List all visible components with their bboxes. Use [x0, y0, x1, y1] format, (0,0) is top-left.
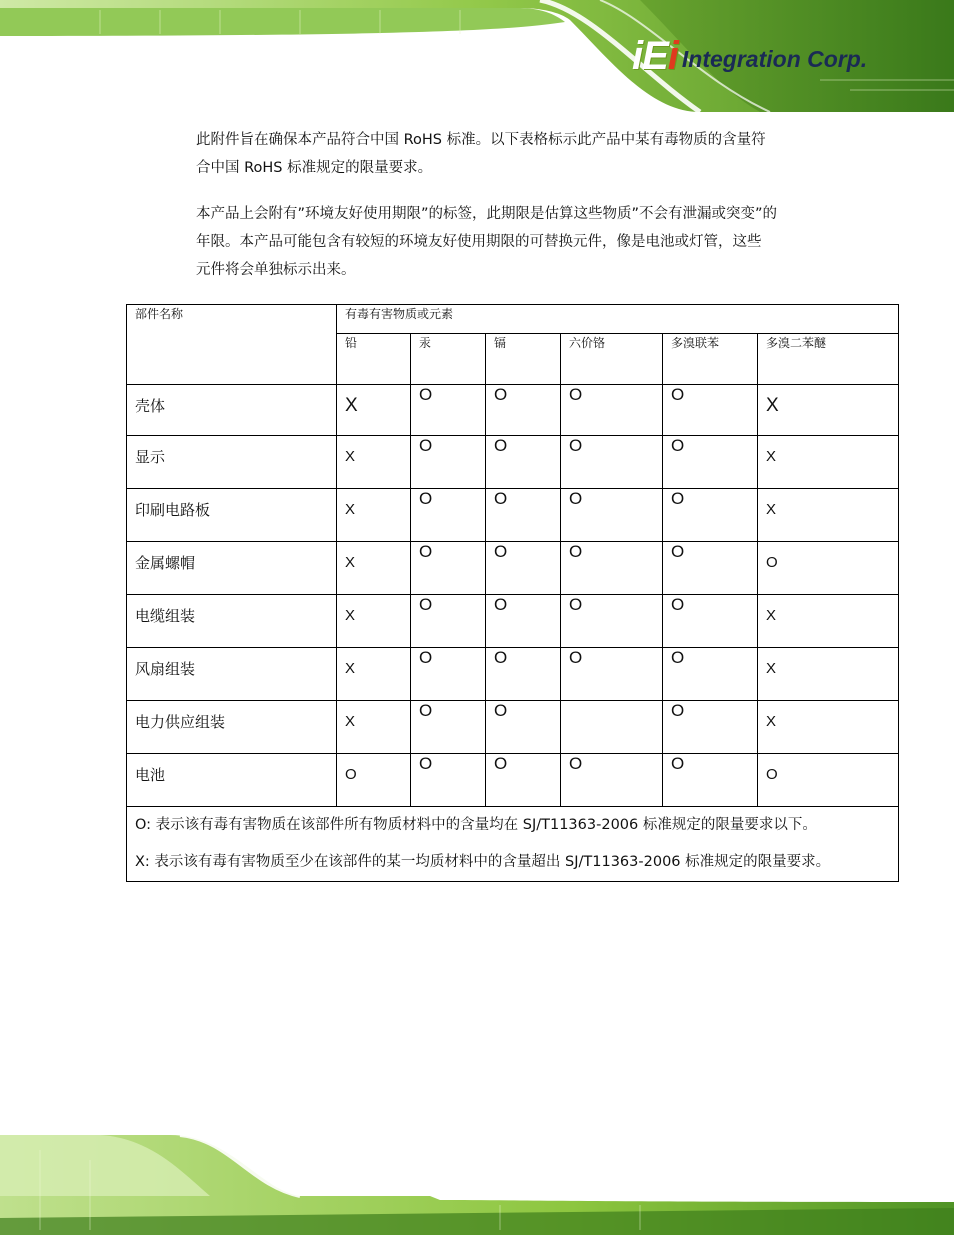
- table-row: [127, 648, 899, 701]
- table-row: [127, 385, 899, 436]
- substance-mark-cell: X: [337, 489, 411, 542]
- table-notes-row: [127, 807, 899, 882]
- part-name-cell: 风扇组装: [127, 648, 337, 701]
- table-notes: [127, 807, 899, 882]
- note-x: X: 表示该有毒有害物质至少在该部件的某一均质材料中的含量超出 SJ/T11363-2006 标准规定的限量要求。: [135, 854, 831, 870]
- table-row: [127, 542, 899, 595]
- part-name-cell: 金属螺帽: [127, 542, 337, 595]
- substance-mark-cell: O: [561, 542, 663, 595]
- intro-paragraph-2: 本产品上会附有”环境友好使用期限”的标签，此期限是估算这些物质”不会有泄漏或突变”的 年限。本产品可能包含有较短的环境友好使用期限的可替换元件，像是电池或灯管，这些 元件将会单独标示出来。: [196, 206, 778, 278]
- substance-mark-cell: O: [486, 436, 561, 489]
- part-name-cell: 电池: [127, 754, 337, 807]
- substance-mark-cell: O: [663, 648, 758, 701]
- substance-mark-cell: O: [486, 701, 561, 754]
- substance-mark-cell: O: [411, 648, 486, 701]
- substance-mark-cell: O: [663, 595, 758, 648]
- company-logo: [632, 30, 867, 76]
- substance-mark-cell: X: [337, 701, 411, 754]
- substance-mark-cell: O: [663, 489, 758, 542]
- substance-mark-cell: O: [486, 754, 561, 807]
- substance-mark-cell: O: [486, 595, 561, 648]
- table-row: [127, 754, 899, 807]
- substance-column-header: 六价铬: [561, 334, 663, 385]
- table-row: [127, 436, 899, 489]
- part-name-cell: 电力供应组装: [127, 701, 337, 754]
- substance-mark-cell: X: [758, 385, 899, 436]
- substance-mark-cell: O: [486, 542, 561, 595]
- substance-mark-cell: O: [486, 489, 561, 542]
- substance-mark-cell: O: [486, 385, 561, 436]
- substance-mark-cell: O: [758, 754, 899, 807]
- table-row: [127, 595, 899, 648]
- substance-mark-cell: O: [561, 436, 663, 489]
- substance-mark-cell: O: [663, 436, 758, 489]
- substance-mark-cell: O: [411, 754, 486, 807]
- substance-mark-cell: [561, 701, 663, 754]
- substance-mark-cell: O: [411, 489, 486, 542]
- logo-mark: iEi: [632, 34, 678, 78]
- substance-mark-cell: X: [337, 542, 411, 595]
- substance-mark-cell: O: [561, 754, 663, 807]
- substance-mark-cell: O: [758, 542, 899, 595]
- part-name-header: 部件名称: [127, 305, 337, 385]
- part-name-cell: 电缆组装: [127, 595, 337, 648]
- substance-column-header: 多溴二苯醚: [758, 334, 899, 385]
- substance-column-header: 多溴联苯: [663, 334, 758, 385]
- substance-mark-cell: O: [663, 701, 758, 754]
- substance-column-header: 汞: [411, 334, 486, 385]
- substance-mark-cell: X: [758, 648, 899, 701]
- substance-mark-cell: X: [337, 436, 411, 489]
- substance-mark-cell: O: [411, 436, 486, 489]
- substance-column-header: 铅: [337, 334, 411, 385]
- substance-mark-cell: O: [411, 701, 486, 754]
- logo-text: Integration Corp.: [681, 46, 868, 72]
- substance-mark-cell: X: [758, 701, 899, 754]
- substance-mark-cell: O: [561, 385, 663, 436]
- substance-mark-cell: O: [337, 754, 411, 807]
- substance-mark-cell: X: [337, 648, 411, 701]
- substance-mark-cell: O: [411, 385, 486, 436]
- substances-header: 有毒有害物质或元素: [337, 305, 899, 334]
- substance-mark-cell: O: [663, 385, 758, 436]
- substance-mark-cell: O: [561, 489, 663, 542]
- table-header-row: [127, 305, 899, 334]
- footer-banner: [0, 1130, 954, 1235]
- substance-mark-cell: X: [758, 489, 899, 542]
- substance-mark-cell: O: [486, 648, 561, 701]
- rohs-substance-table: [126, 304, 899, 882]
- substance-mark-cell: X: [758, 595, 899, 648]
- substance-mark-cell: X: [337, 595, 411, 648]
- substance-mark-cell: O: [411, 542, 486, 595]
- substance-column-header: 镉: [486, 334, 561, 385]
- table-row: [127, 489, 899, 542]
- part-name-cell: 壳体: [127, 385, 337, 436]
- part-name-cell: 显示: [127, 436, 337, 489]
- substance-mark-cell: O: [663, 754, 758, 807]
- part-name-cell: 印刷电路板: [127, 489, 337, 542]
- substance-mark-cell: O: [411, 595, 486, 648]
- substance-mark-cell: O: [561, 648, 663, 701]
- table-row: [127, 701, 899, 754]
- intro-paragraph-1: 此附件旨在确保本产品符合中国 RoHS 标准。以下表格标示此产品中某有毒物质的含量符 合中国 RoHS 标准规定的限量要求。: [196, 132, 766, 176]
- note-o: O: 表示该有毒有害物质在该部件所有物质材料中的含量均在 SJ/T11363-2006 标准规定的限量要求以下。: [135, 817, 817, 833]
- substance-mark-cell: O: [561, 595, 663, 648]
- substance-mark-cell: X: [758, 436, 899, 489]
- substance-mark-cell: X: [337, 385, 411, 436]
- substance-mark-cell: O: [663, 542, 758, 595]
